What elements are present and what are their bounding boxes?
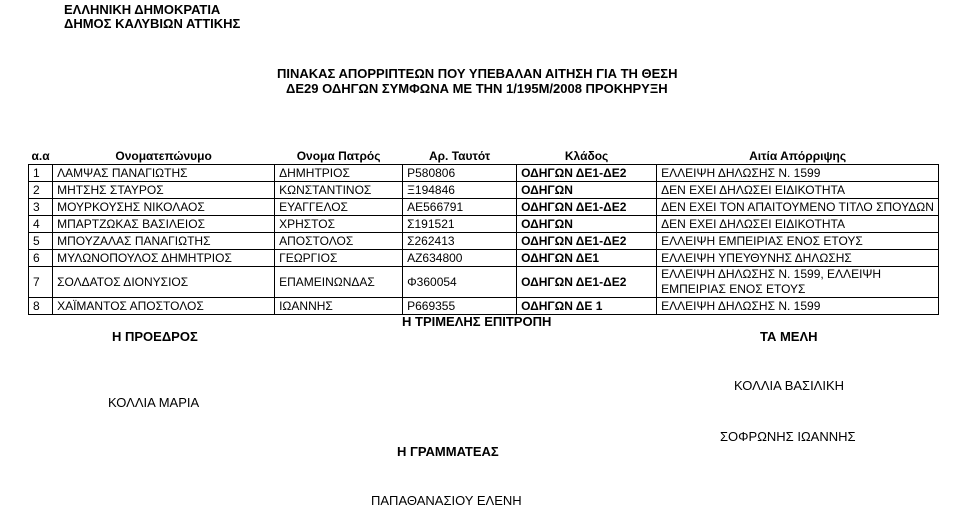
cell-reason: ΕΛΛΕΙΨΗ ΔΗΛΩΣΗΣ Ν. 1599 (657, 298, 939, 315)
cell-reason: ΔΕΝ ΕΧΕΙ ΔΗΛΩΣΕΙ ΕΙΔΙΚΟΤΗΤΑ (657, 216, 939, 233)
title-line-2: ΔΕ29 ΟΔΗΓΩΝ ΣΥΜΦΩΝΑ ΜΕ ΤΗΝ 1/195Μ/2008 ΠΡΟΚΗΡΥΞΗ (286, 81, 668, 96)
cell-aa: 2 (29, 182, 53, 199)
cell-name: ΣΟΛΔΑΤΟΣ ΔΙΟΝΥΣΙΟΣ (53, 267, 275, 298)
cell-father: ΑΠΟΣΤΟΛΟΣ (275, 233, 403, 250)
members-label: ΤΑ ΜΕΛΗ (760, 329, 818, 344)
cell-father: ΔΗΜΗΤΡΙΟΣ (275, 165, 403, 182)
cell-aa: 1 (29, 165, 53, 182)
member-2-name: ΣΟΦΡΩΝΗΣ ΙΩΑΝΝΗΣ (720, 429, 856, 444)
cell-aa: 5 (29, 233, 53, 250)
table-row (29, 182, 939, 199)
col-header-father: Ονομα Πατρός (296, 149, 381, 163)
cell-reason: ΕΛΛΕΙΨΗ ΔΗΛΩΣΗΣ Ν. 1599, ΕΛΛΕΙΨΗ ΕΜΠΕΙΡΙΑΣ ΕΝΟΣ ΕΤΟΥΣ (657, 267, 939, 298)
cell-aa: 7 (29, 267, 53, 298)
header-line-2: ΔΗΜΟΣ ΚΑΛΥΒΙΩΝ ΑΤΤΙΚΗΣ (64, 16, 241, 31)
table-header-row (29, 148, 939, 165)
header-line-1: ΕΛΛΗΝΙΚΗ ΔΗΜΟΚΡΑΤΙΑ (64, 2, 221, 17)
cell-name: ΜΗΤΣΗΣ ΣΤΑΥΡΟΣ (53, 182, 275, 199)
col-header-aa: α.α (31, 149, 50, 163)
president-label: Η ΠΡΟΕΔΡΟΣ (112, 329, 198, 344)
committee-heading: Η ΤΡΙΜΕΛΗΣ ΕΠΙΤΡΟΠΗ (402, 314, 552, 329)
table-row (29, 298, 939, 315)
table-row (29, 250, 939, 267)
cell-branch: ΟΔΗΓΩΝ ΔΕ1-ΔΕ2 (517, 165, 657, 182)
cell-id: Σ191521 (403, 216, 517, 233)
cell-name: ΛΑΜΨΑΣ ΠΑΝΑΓΙΩΤΗΣ (53, 165, 275, 182)
cell-branch: ΟΔΗΓΩΝ ΔΕ1 (517, 250, 657, 267)
rejections-table (28, 148, 939, 315)
cell-branch: ΟΔΗΓΩΝ ΔΕ1-ΔΕ2 (517, 267, 657, 298)
col-header-reason: Αιτία Απόρριψης (749, 149, 847, 163)
cell-father: ΕΠΑΜΕΙΝΩΝΔΑΣ (275, 267, 403, 298)
secretary-label: Η ΓΡΑΜΜΑΤΕΑΣ (397, 444, 499, 459)
cell-reason: ΕΛΛΕΙΨΗ ΔΗΛΩΣΗΣ Ν. 1599 (657, 165, 939, 182)
cell-name: ΜΥΛΩΝΟΠΟΥΛΟΣ ΔΗΜΗΤΡΙΟΣ (53, 250, 275, 267)
cell-id: Ξ194846 (403, 182, 517, 199)
secretary-name: ΠΑΠΑΘΑΝΑΣΙΟΥ ΕΛΕΝΗ (371, 493, 522, 508)
cell-id: Ρ669355 (403, 298, 517, 315)
table-row (29, 233, 939, 250)
member-1-name: ΚΟΛΛΙΑ ΒΑΣΙΛΙΚΗ (734, 378, 845, 393)
cell-reason: ΔΕΝ ΕΧΕΙ ΤΟΝ ΑΠΑΙΤΟΥΜΕΝΟ ΤΙΤΛΟ ΣΠΟΥΔΩΝ (657, 199, 939, 216)
cell-branch: ΟΔΗΓΩΝ (517, 216, 657, 233)
table-row (29, 216, 939, 233)
cell-aa: 3 (29, 199, 53, 216)
col-header-id: Αρ. Ταυτότ (428, 149, 491, 163)
cell-name: ΜΟΥΡΚΟΥΣΗΣ ΝΙΚΟΛΑΟΣ (53, 199, 275, 216)
cell-father: ΙΩΑΝΝΗΣ (275, 298, 403, 315)
table-row (29, 199, 939, 216)
col-header-branch: Κλάδος (564, 149, 609, 163)
cell-id: Σ262413 (403, 233, 517, 250)
cell-id: Ρ580806 (403, 165, 517, 182)
president-name: ΚΟΛΛΙΑ ΜΑΡΙΑ (108, 395, 200, 410)
cell-reason: ΕΛΛΕΙΨΗ ΕΜΠΕΙΡΙΑΣ ΕΝΟΣ ΕΤΟΥΣ (657, 233, 939, 250)
title-line-1: ΠΙΝΑΚΑΣ ΑΠΟΡΡΙΠΤΕΩΝ ΠΟΥ ΥΠΕΒΑΛΑΝ ΑΙΤΗΣΗ ΓΙΑ ΤΗ ΘΕΣΗ (277, 66, 678, 81)
cell-id: ΑΖ634800 (403, 250, 517, 267)
cell-branch: ΟΔΗΓΩΝ (517, 182, 657, 199)
cell-father: ΧΡΗΣΤΟΣ (275, 216, 403, 233)
cell-aa: 6 (29, 250, 53, 267)
cell-id: ΑΕ566791 (403, 199, 517, 216)
cell-name: ΧΑΪΜΑΝΤΟΣ ΑΠΟΣΤΟΛΟΣ (53, 298, 275, 315)
cell-father: ΚΩΝΣΤΑΝΤΙΝΟΣ (275, 182, 403, 199)
cell-aa: 8 (29, 298, 53, 315)
cell-reason: ΕΛΛΕΙΨΗ ΥΠΕΥΘΥΝΗΣ ΔΗΛΩΣΗΣ (657, 250, 939, 267)
cell-reason: ΔΕΝ ΕΧΕΙ ΔΗΛΩΣΕΙ ΕΙΔΙΚΟΤΗΤΑ (657, 182, 939, 199)
table-row (29, 267, 939, 298)
cell-name: ΜΠΟΥΖΑΛΑΣ ΠΑΝΑΓΙΩΤΗΣ (53, 233, 275, 250)
cell-branch: ΟΔΗΓΩΝ ΔΕ1-ΔΕ2 (517, 199, 657, 216)
table-row (29, 165, 939, 182)
cell-branch: ΟΔΗΓΩΝ ΔΕ1-ΔΕ2 (517, 233, 657, 250)
cell-aa: 4 (29, 216, 53, 233)
cell-name: ΜΠΑΡΤΖΩΚΑΣ ΒΑΣΙΛΕΙΟΣ (53, 216, 275, 233)
col-header-name: Ονοματεπώνυμο (115, 149, 212, 163)
cell-id: Φ360054 (403, 267, 517, 298)
cell-branch: ΟΔΗΓΩΝ ΔΕ 1 (517, 298, 657, 315)
cell-father: ΕΥΑΓΓΕΛΟΣ (275, 199, 403, 216)
cell-father: ΓΕΩΡΓΙΟΣ (275, 250, 403, 267)
